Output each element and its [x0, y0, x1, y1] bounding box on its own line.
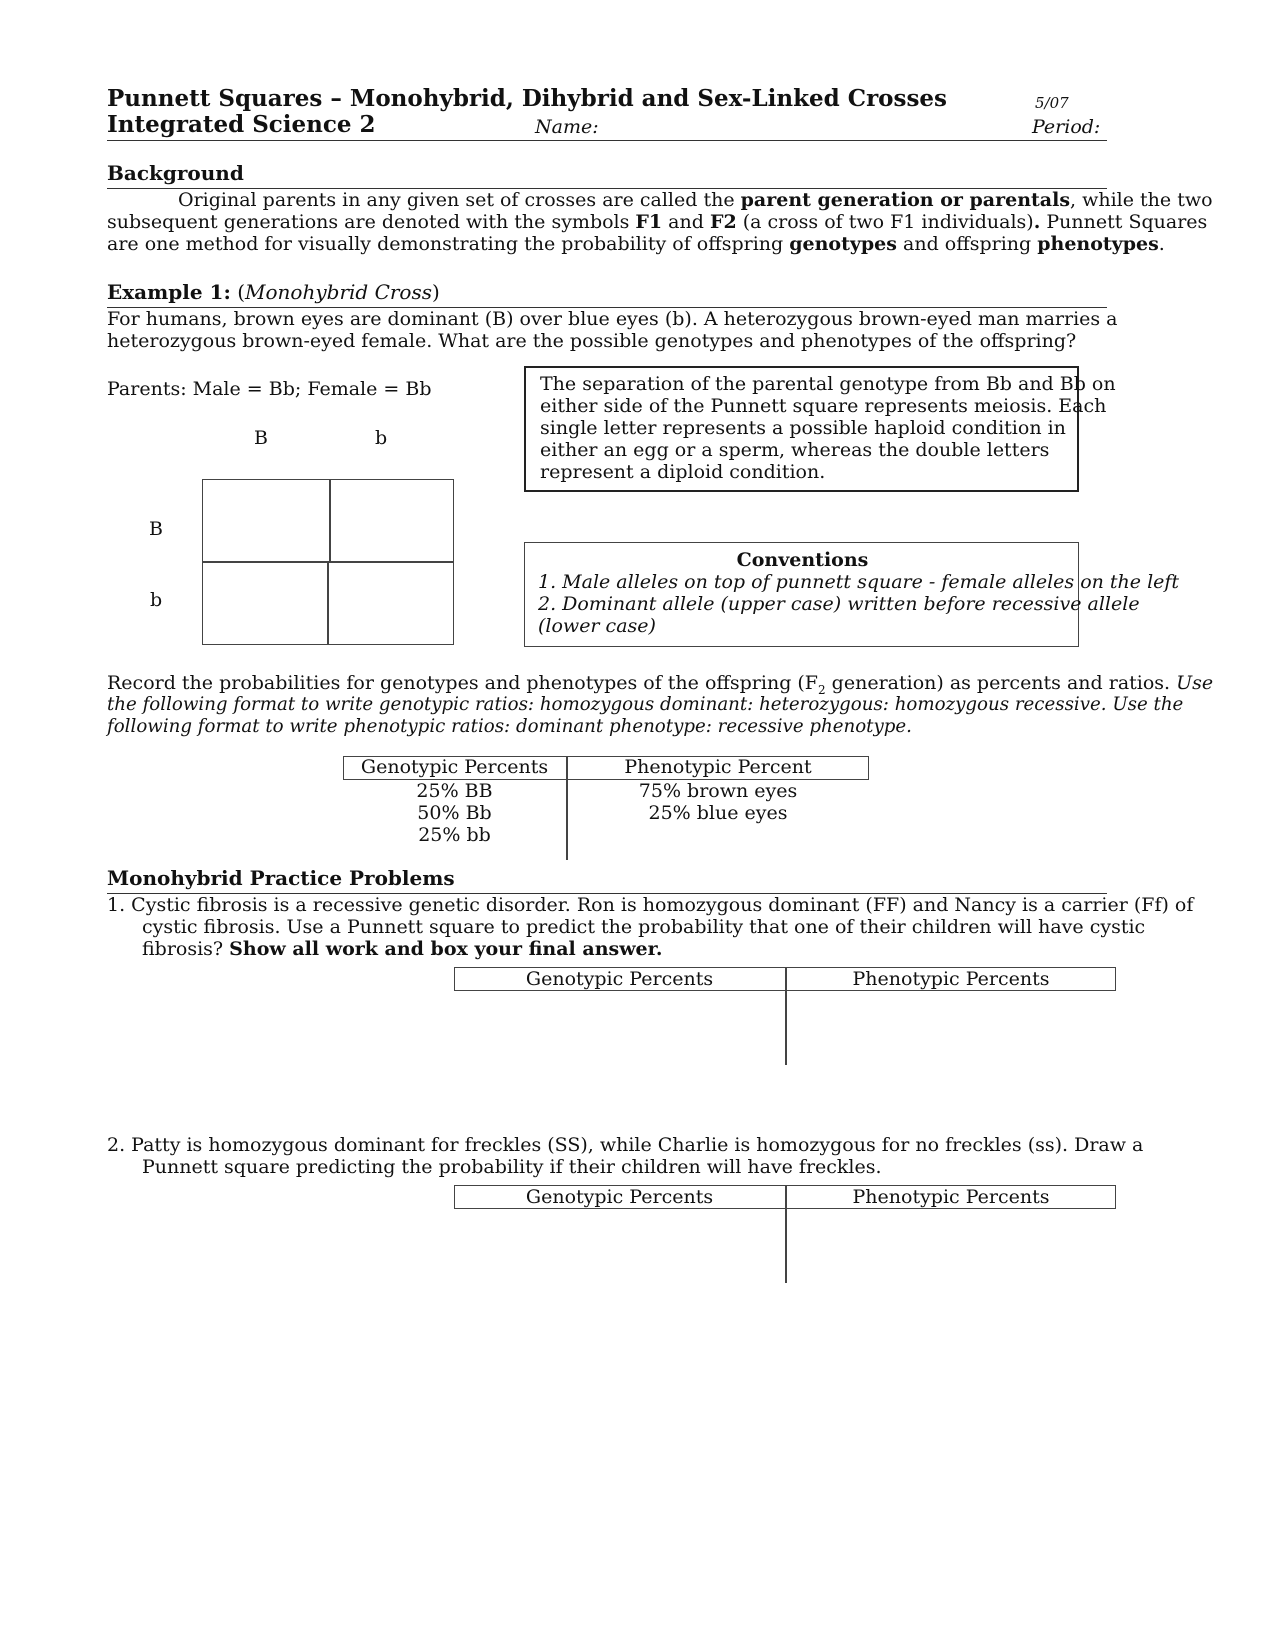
meiosis-note-line: either side of the Punnett square represents meiosis. Each	[540, 395, 1107, 417]
convention-item: 1. Male alleles on top of punnett square - female alleles on the left	[538, 571, 1180, 593]
background-line-1: Original parents in any given set of crosses are called the parent generation or parentals, while the two	[178, 189, 1213, 211]
phenotype-value: 75% brown eyes	[638, 780, 798, 802]
example-1-question-line-2: heterozygous brown-eyed female. What are the possible genotypes and phenotypes of the offspring?	[107, 330, 1077, 352]
question-1-line-2: cystic fibrosis. Use a Punnett square to predict the probability that one of their children will have cystic	[142, 916, 1146, 938]
genotype-value: 25% BB	[416, 780, 493, 802]
record-instructions-line-1: Record the probabilities for genotypes and phenotypes of the offspring ($F_2$ generation) as percents and ratios. Use	[107, 672, 1214, 697]
genotypic-header: Genotypic Percents	[525, 1186, 714, 1208]
punnett-cell[interactable]	[329, 479, 454, 563]
genotypic-header: Genotypic Percents	[525, 968, 714, 990]
example-1-question-line-1: For humans, brown eyes are dominant (B) over blue eyes (b). A heterozygous brown-eyed man marries a	[107, 308, 1118, 330]
convention-item: 2. Dominant allele (upper case) written before recessive allele	[538, 593, 1140, 615]
question-1-line-1: 1. Cystic fibrosis is a recessive genetic disorder. Ron is homozygous dominant (FF) and Nancy is a carrier (Ff) of	[107, 894, 1194, 916]
convention-item: (lower case)	[538, 615, 656, 637]
example-1-heading: Example 1: (Monohybrid Cross)	[107, 280, 440, 304]
phenotypic-header: Phenotypic Percents	[852, 968, 1050, 990]
period-label: Period:	[1032, 116, 1101, 138]
left-allele-2: b	[150, 589, 163, 611]
punnett-cell[interactable]	[202, 479, 331, 563]
genotype-value: 50% Bb	[417, 802, 492, 824]
punnett-cell[interactable]	[202, 561, 329, 645]
record-instructions-line-3: following format to write phenotypic ratios: dominant phenotype: recessive phenotype.	[107, 716, 912, 737]
conventions-box	[524, 542, 1180, 647]
meiosis-note-line: The separation of the parental genotype from Bb and Bb on	[540, 373, 1116, 395]
background-heading: Background	[107, 161, 244, 185]
conventions-title: Conventions	[736, 549, 869, 571]
course-name: Integrated Science 2	[107, 111, 376, 138]
left-allele-1: B	[149, 518, 163, 540]
genotypic-header: Genotypic Percents	[360, 756, 549, 778]
parents-label: Parents: Male = Bb; Female = Bb	[107, 378, 432, 400]
question-1-line-3: fibrosis? Show all work and box your final answer.	[142, 938, 663, 960]
genotype-value: 25% bb	[418, 824, 491, 846]
header-rule	[107, 140, 1107, 141]
name-label: Name:	[535, 116, 599, 138]
meiosis-note-line: single letter represents a possible haploid condition in	[540, 417, 1066, 439]
meiosis-note-box	[524, 366, 1116, 492]
background-line-3: are one method for visually demonstrating the probability of offspring genotypes and offspring phenotypes.	[107, 233, 1165, 255]
background-line-2: subsequent generations are denoted with the symbols F1 and F2 (a cross of two F1 individuals). Punnett Squares	[107, 211, 1208, 233]
question-2-line-2: Punnett square predicting the probability if their children will have freckles.	[142, 1156, 882, 1178]
question-2-line-1: 2. Patty is homozygous dominant for freckles (SS), while Charlie is homozygous for no freckles (ss). Draw a	[107, 1134, 1144, 1156]
record-instructions-line-2: the following format to write genotypic ratios: homozygous dominant: heterozygous: homozygous recessive. Use the	[107, 694, 1184, 715]
worksheet-date: 5/07	[1035, 94, 1069, 112]
punnett-cell[interactable]	[327, 561, 454, 645]
meiosis-note-line: either an egg or a sperm, whereas the double letters	[540, 439, 1050, 461]
meiosis-note-line: represent a diploid condition.	[540, 461, 826, 483]
top-allele-1: B	[254, 427, 268, 449]
top-allele-2: b	[375, 427, 388, 449]
phenotype-value: 25% blue eyes	[648, 802, 788, 824]
practice-heading: Monohybrid Practice Problems	[107, 866, 455, 890]
phenotypic-header: Phenotypic Percent	[624, 756, 812, 778]
phenotypic-header: Phenotypic Percents	[852, 1186, 1050, 1208]
worksheet-title: Punnett Squares – Monohybrid, Dihybrid and Sex-Linked Crosses	[107, 85, 948, 112]
